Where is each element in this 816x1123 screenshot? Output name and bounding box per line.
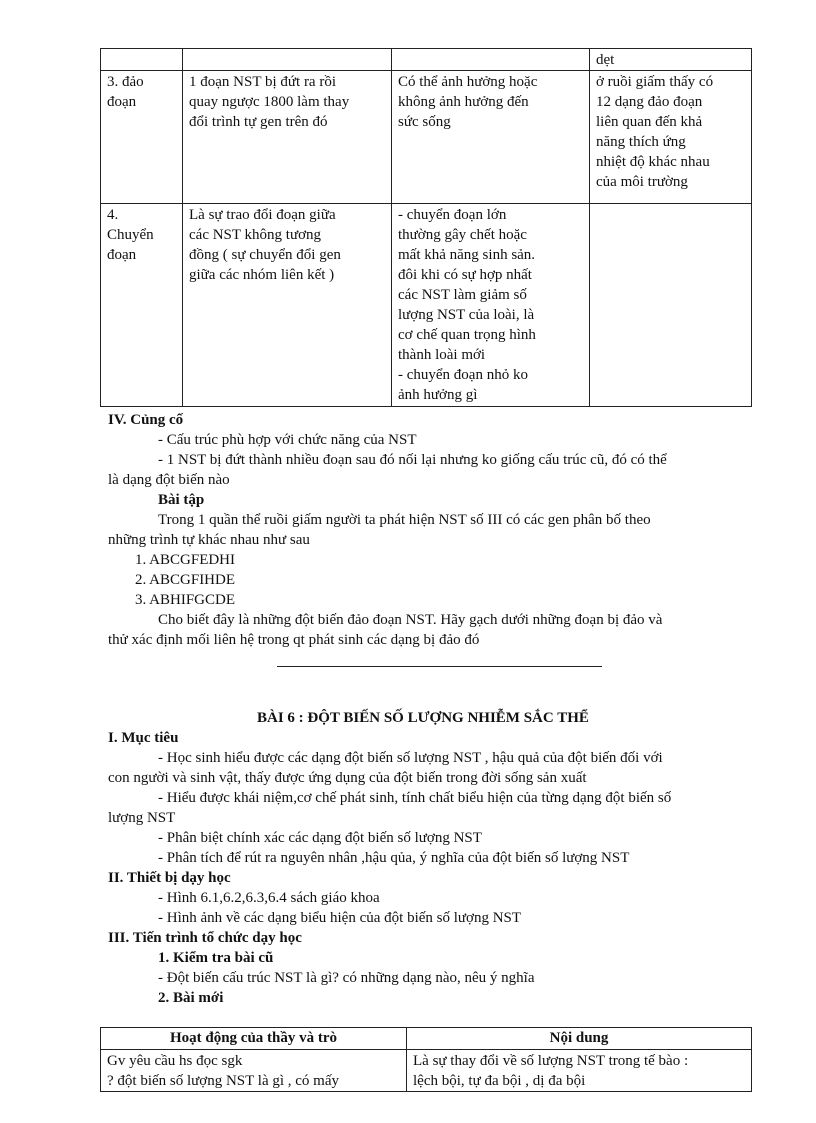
objective-line: - Phân biệt chính xác các dạng đột biến số lượng NST <box>158 830 482 846</box>
cell-line: sức sống <box>398 114 451 130</box>
cell-line: giữa các nhóm liên kết ) <box>189 267 335 283</box>
cell-line: Gv yêu cầu hs đọc sgk <box>107 1053 243 1069</box>
cell-line: Là sự trao đổi đoạn giữa <box>189 207 336 223</box>
table-cell <box>590 49 752 71</box>
cell-line: 3. đảo <box>107 74 144 90</box>
table-cell <box>590 71 752 204</box>
objective-line: lượng NST <box>108 810 176 826</box>
cell-line: thường gây chết hoặc <box>398 227 527 243</box>
consolidation-line: là dạng đột biến nào <box>108 472 230 488</box>
objective-line: - Học sinh hiểu được các dạng đột biến số lượng NST , hậu quả của đột biến đối với <box>158 750 663 766</box>
cell-line: đôi khi có sự hợp nhất <box>398 267 532 283</box>
table-row <box>101 49 752 71</box>
cell-line: ? đột biến số lượng NST là gì , có mấy <box>107 1073 340 1089</box>
step-heading: 2. Bài mới <box>158 990 224 1006</box>
table-cell <box>183 204 392 407</box>
cell-line: năng thích ứng <box>596 134 686 150</box>
cell-line: Có thể ảnh hưởng hoặc <box>398 74 538 90</box>
content-cell <box>407 1050 752 1092</box>
header-content: Nội dung <box>407 1028 752 1050</box>
cell-line: đổi trình tự gen trên đó <box>189 114 328 130</box>
cell-line: liên quan đến khả <box>596 114 703 130</box>
section-heading: I. Mục tiêu <box>108 730 179 746</box>
cell-line: thành loài mới <box>398 347 486 363</box>
exercise-question: Cho biết đây là những đột biến đảo đoạn NST. Hãy gạch dưới những đoạn bị đảo và <box>158 612 663 628</box>
cell-line: 1 đoạn NST bị đứt ra rồi <box>189 74 337 90</box>
exercise-text: những trình tự khác nhau như sau <box>108 532 310 548</box>
mutation-table <box>100 48 752 407</box>
exercise-question: thử xác định mối liên hệ trong qt phát sinh các dạng bị đảo đó <box>108 632 480 648</box>
cell-line: lệch bội, tự đa bội , dị đa bội <box>413 1073 586 1089</box>
table-cell <box>590 204 752 407</box>
cell-line: - chuyển đoạn lớn <box>398 207 507 223</box>
section-divider <box>277 666 602 667</box>
cell-line: Là sự thay đổi về số lượng NST trong tế bào : <box>413 1053 689 1069</box>
gene-sequence: 3. ABHIFGCDE <box>135 592 236 608</box>
step-question: - Đột biến cấu trúc NST là gì? có những dạng nào, nêu ý nghĩa <box>158 970 535 986</box>
step-heading: 1. Kiểm tra bài cũ <box>158 950 274 966</box>
cell-line: lượng NST của loài, là <box>398 307 535 323</box>
table-row <box>101 204 752 407</box>
equipment-line: - Hình ảnh về các dạng biểu hiện của đột biến số lượng NST <box>158 910 522 926</box>
cell-line: dẹt <box>596 52 615 68</box>
cell-line: đoạn <box>107 94 137 110</box>
table-cell <box>101 204 183 407</box>
table-cell <box>101 49 183 71</box>
cell-line: ở ruồi giấm thấy có <box>596 74 714 90</box>
cell-line: các NST làm giảm số <box>398 287 527 303</box>
table-cell <box>183 71 392 204</box>
table-row <box>101 1050 752 1092</box>
section-heading: III. Tiến trình tổ chức dạy học <box>108 930 302 946</box>
table-cell <box>183 49 392 71</box>
cell-line: của môi trường <box>596 174 688 190</box>
objective-line: con người và sinh vật, thấy được ứng dụng của đột biến trong đời sống sản xuất <box>108 770 587 786</box>
section-heading: IV. Củng cố <box>108 412 184 428</box>
table-cell <box>392 204 590 407</box>
cell-line: quay ngược 1800 làm thay <box>189 94 350 110</box>
activity-table <box>100 1027 752 1092</box>
cell-line: nhiệt độ khác nhau <box>596 154 710 170</box>
cell-line: cơ chế quan trọng hình <box>398 327 536 343</box>
cell-line: 4. <box>107 207 119 223</box>
equipment-line: - Hình 6.1,6.2,6.3,6.4 sách giáo khoa <box>158 890 380 906</box>
gene-sequence: 2. ABCGFIHDE <box>135 572 236 588</box>
cell-line: các NST không tương <box>189 227 322 243</box>
lesson-title: BÀI 6 : ĐỘT BIẾN SỐ LƯỢNG NHIỄM SẮC THỂ <box>257 710 589 726</box>
table-header-row <box>101 1028 752 1050</box>
cell-line: ảnh hưởng gì <box>398 387 478 403</box>
cell-line: - chuyển đoạn nhỏ ko <box>398 367 528 383</box>
exercise-text: Trong 1 quần thể ruồi giấm người ta phát hiện NST số III có các gen phân bố theo <box>158 512 651 528</box>
objective-line: - Hiểu được khái niệm,cơ chế phát sinh, tính chất biểu hiện của từng dạng đột biến số <box>158 790 672 806</box>
table-row <box>101 71 752 204</box>
table-cell <box>392 71 590 204</box>
section-heading: II. Thiết bị dạy học <box>108 870 231 886</box>
consolidation-line: - 1 NST bị đứt thành nhiều đoạn sau đó nối lại nhưng ko giống cấu trúc cũ, đó có thể <box>158 452 667 468</box>
cell-line: mất khả năng sinh sản. <box>398 247 536 263</box>
cell-line: không ảnh hưởng đến <box>398 94 529 110</box>
consolidation-line: - Cấu trúc phù hợp với chức năng của NST <box>158 432 417 448</box>
table-cell <box>101 71 183 204</box>
gene-sequence: 1. ABCGFEDHI <box>135 552 236 568</box>
cell-line: 12 dạng đảo đoạn <box>596 94 703 110</box>
cell-line: đồng ( sự chuyển đổi gen <box>189 247 341 263</box>
activity-cell <box>101 1050 407 1092</box>
exercise-title: Bài tập <box>158 492 205 508</box>
table-cell <box>392 49 590 71</box>
header-activity: Hoạt động của thầy và trò <box>101 1028 407 1050</box>
objective-line: - Phân tích để rút ra nguyên nhân ,hậu qủa, ý nghĩa của đột biến số lượng NST <box>158 850 630 866</box>
cell-line: Chuyển <box>107 227 154 243</box>
cell-line: đoạn <box>107 247 137 263</box>
